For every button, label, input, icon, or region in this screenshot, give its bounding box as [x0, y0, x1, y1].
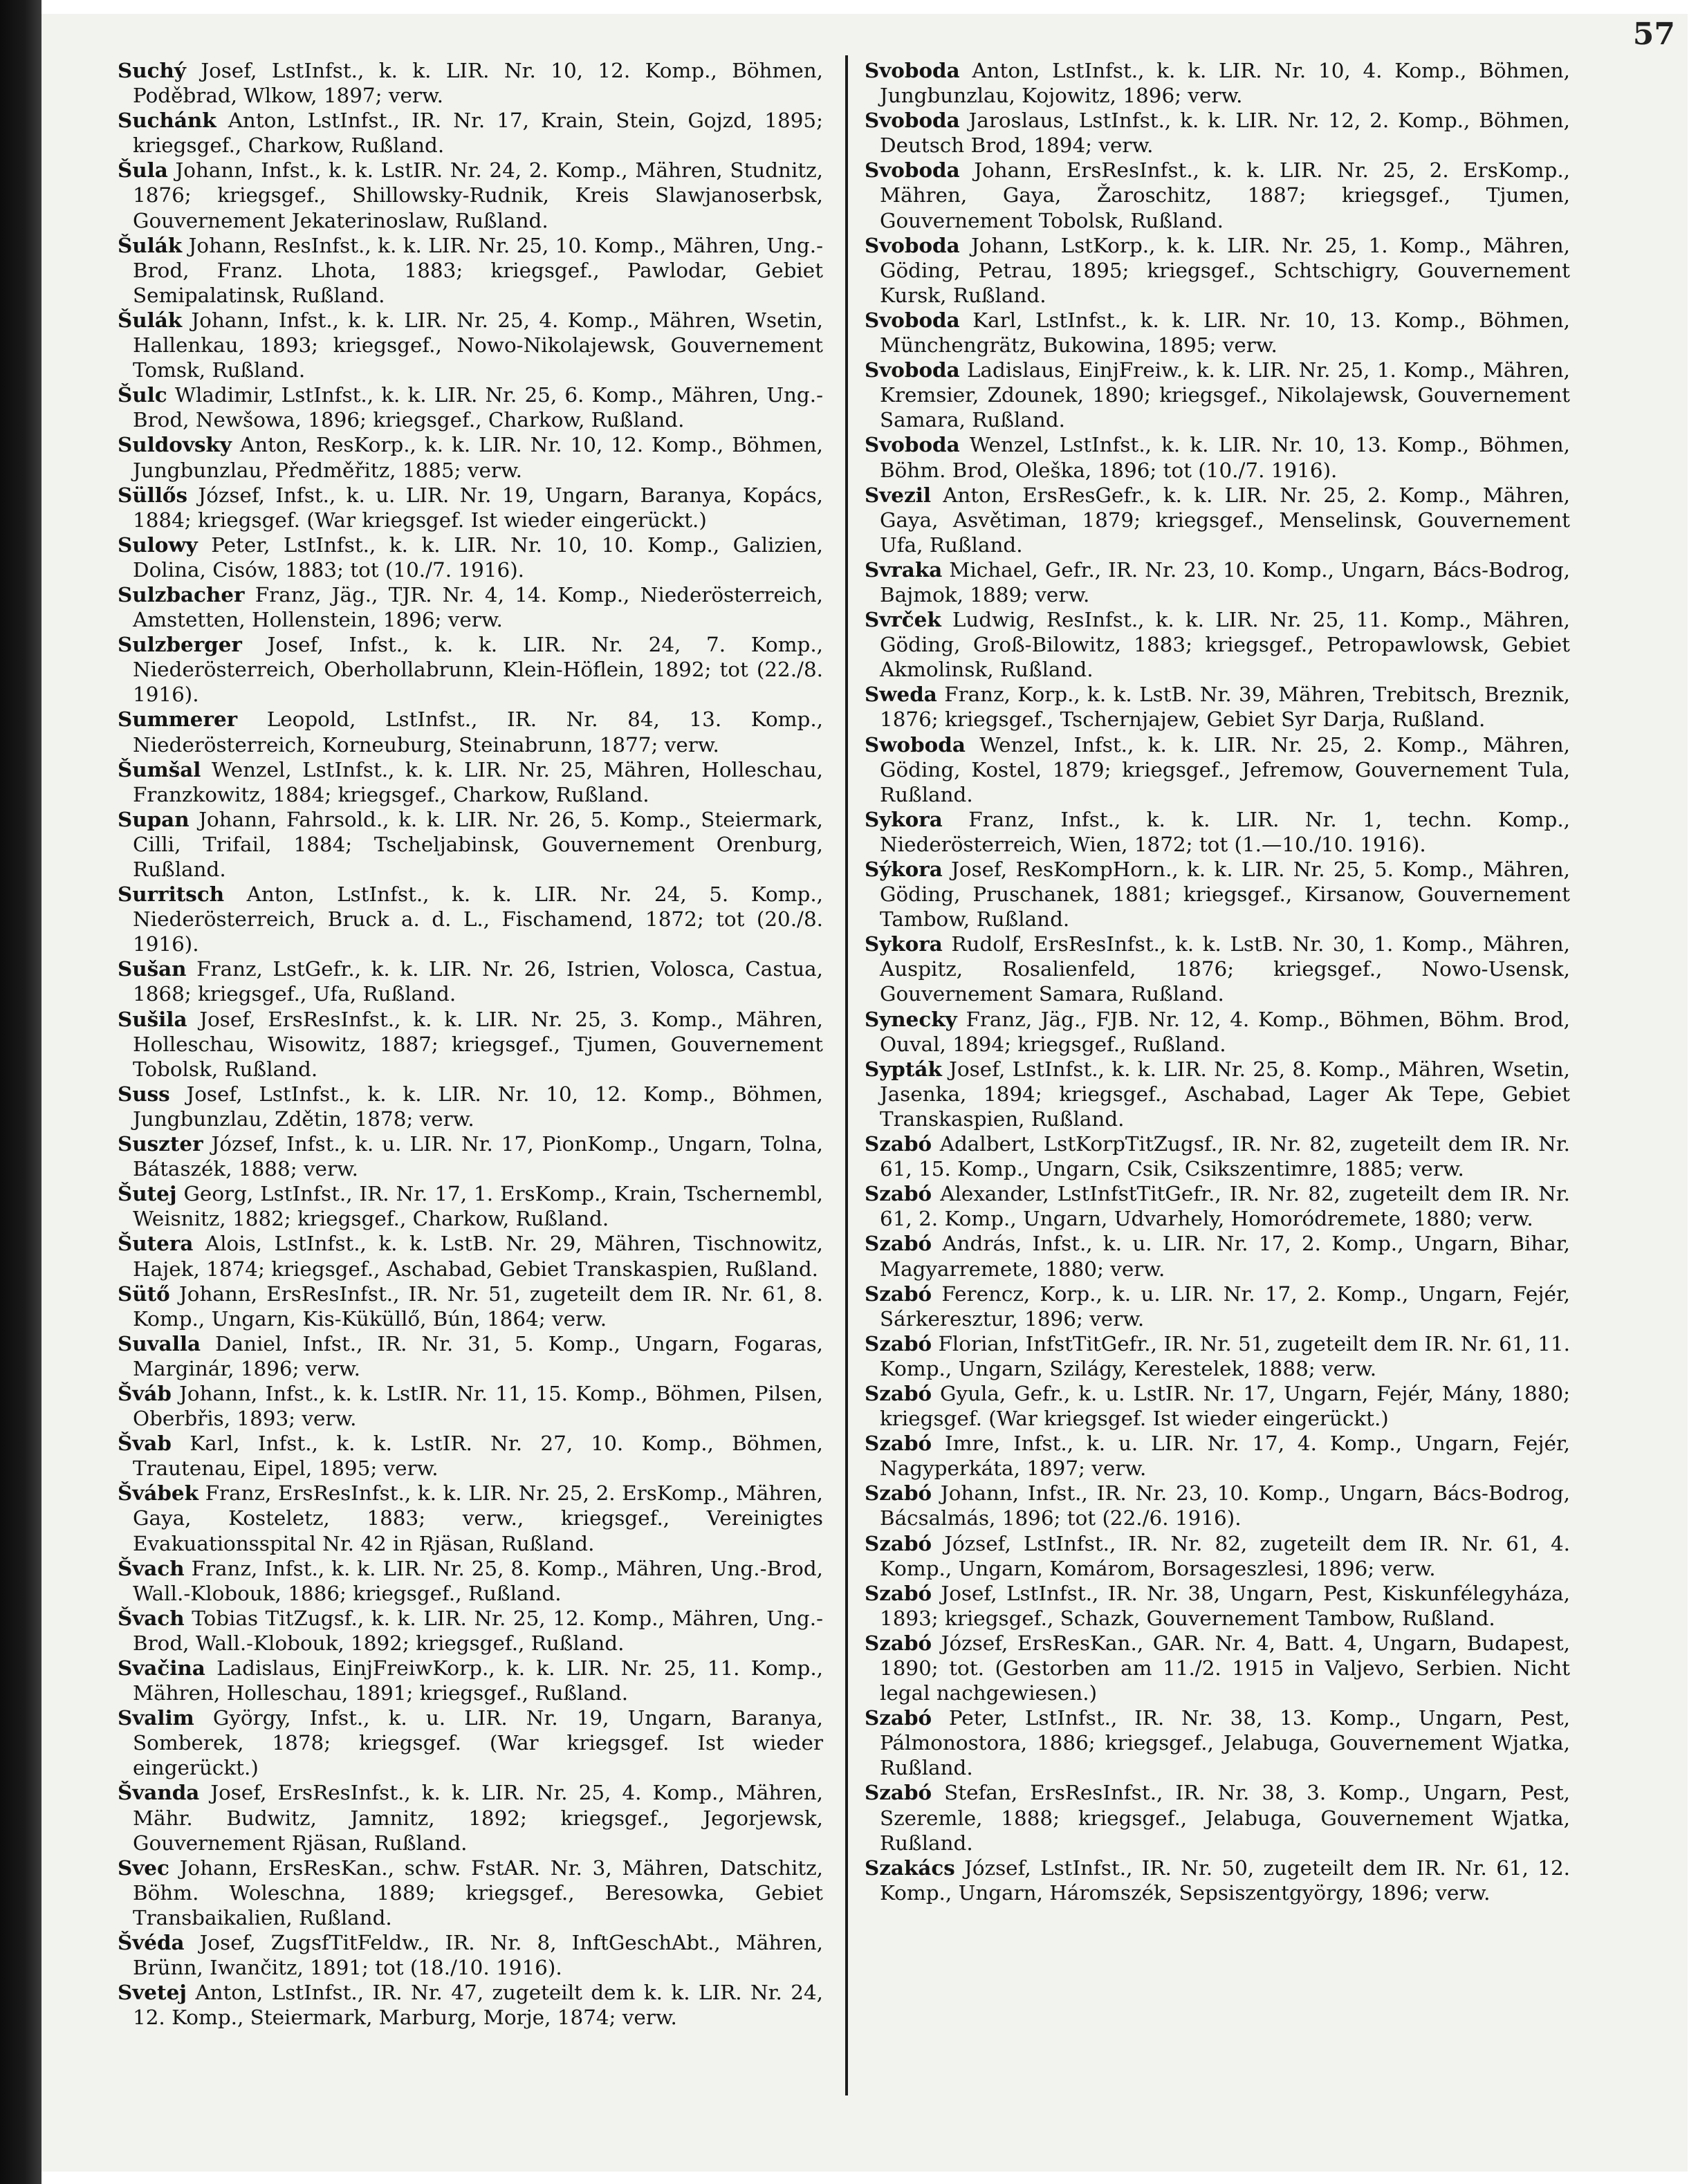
entry-surname: Švach: [118, 1605, 185, 1630]
casualty-entry: [865, 1007, 1570, 1057]
entry-details: Alois, LstInfst., k. k. LstB. Nr. 29, Mähren, Tischnowitz, Hajek, 1874; kriegsgef., Aschabad, Gebiet Transkaspien, Rußland.: [133, 1232, 823, 1281]
entry-details: József, LstInfst., IR. Nr. 50, zugeteilt dem IR. Nr. 61, 12. Komp., Ungarn, Háromszék, Sepsiszentgyörgy, 1896; verw.: [880, 1856, 1570, 1905]
entry-details: Josef, ZugsfTitFeldw., IR. Nr. 8, InftGeschAbt., Mähren, Brünn, Iwančitz, 1891; tot (18./10. 1916).: [133, 1931, 823, 1980]
entry-details: Johann, Fahrsold., k. k. LIR. Nr. 26, 5. Komp., Steiermark, Cilli, Trifail, 1884; Tscheljabinsk, Gouvernement Orenburg, Rußland.: [133, 807, 824, 881]
entry-surname: Sušila: [118, 1006, 187, 1031]
entry-details: Florian, InfstTitGefr., IR. Nr. 51, zugeteilt dem IR. Nr. 61, 11. Komp., Ungarn, Szilágy, Kerestelek, 1888; verw.: [880, 1331, 1570, 1380]
entry-details: Gyula, Gefr., k. u. LstIR. Nr. 17, Ungarn, Fejér, Mány, 1880; kriegsgef. (War kriegsgef. Ist wieder eingerückt.): [880, 1381, 1571, 1431]
entry-surname: Švábek: [118, 1481, 199, 1506]
casualty-entry: [118, 582, 823, 632]
entry-surname: Suss: [118, 1081, 170, 1106]
casualty-entry: [865, 1856, 1570, 1905]
casualty-entry: [865, 483, 1570, 557]
entry-details: Wenzel, Infst., k. k. LIR. Nr. 25, 2. Komp., Mähren, Göding, Kostel, 1879; kriegsgef., Jefremow, Gouvernement Tula, Rußland.: [880, 732, 1571, 806]
entry-details: Daniel, Infst., IR. Nr. 31, 5. Komp., Ungarn, Fogaras, Marginár, 1896; verw.: [133, 1331, 823, 1380]
casualty-entry: [118, 1780, 823, 1855]
casualty-entry: [118, 1181, 823, 1231]
entry-details: Franz, Korp., k. k. LstB. Nr. 39, Mähren, Trebitsch, Breznik, 1876; kriegsgef., Tschernjajew, Gebiet Syr Darja, Rußland.: [880, 683, 1571, 732]
casualty-entry: [865, 1181, 1570, 1231]
entry-details: Josef, LstInfst., IR. Nr. 38, Ungarn, Pest, Kiskunfélegyháza, 1893; kriegsgef., Schazk, Gouvernement Tambow, Rußland.: [880, 1581, 1570, 1630]
entry-details: Karl, LstInfst., k. k. LIR. Nr. 10, 13. Komp., Böhmen, Münchengrätz, Bukowina, 1895; verw.: [880, 308, 1571, 358]
right-column: [865, 58, 1570, 1905]
casualty-entry: [865, 1331, 1570, 1381]
entry-details: Josef, LstInfst., k. k. LIR. Nr. 10, 12. Komp., Böhmen, Poděbrad, Wlkow, 1897; verw.: [133, 59, 823, 108]
entry-surname: Švach: [118, 1555, 185, 1580]
entry-details: Stefan, ErsResInfst., IR. Nr. 38, 3. Komp., Ungarn, Pest, Szeremle, 1888; kriegsgef., Jelabuga, Gouvernement Wjatka, Rußland.: [880, 1781, 1570, 1855]
entry-details: Wenzel, LstInfst., k. k. LIR. Nr. 10, 13. Komp., Böhmen, Böhm. Brod, Oleška, 1896; tot (10./7. 1916).: [880, 433, 1570, 482]
entry-details: Johann, ErsResInfst., k. k. LIR. Nr. 25, 2. ErsKomp., Mähren, Gaya, Žaroschitz, 1887; kriegsgef., Tjumen, Gouvernement Tobolsk, Rußland.: [880, 158, 1571, 232]
entry-surname: Šváb: [118, 1380, 172, 1405]
casualty-entry: [118, 632, 823, 707]
entry-details: Ludwig, ResInfst., k. k. LIR. Nr. 25, 11. Komp., Mähren, Göding, Groß-Bilowitz, 1883; kriegsgef., Petropawlowsk, Gebiet Akmolinsk, Rußland.: [880, 608, 1570, 682]
casualty-entry: [865, 108, 1570, 158]
entry-details: Anton, LstInfst., IR. Nr. 47, zugeteilt dem k. k. LIR. Nr. 24, 12. Komp., Steiermark, Marburg, Morje, 1874; verw.: [133, 1981, 823, 2030]
casualty-entry: [865, 158, 1570, 232]
casualty-entry: [118, 382, 823, 432]
entry-surname: Šulák: [118, 232, 183, 257]
casualty-entry: [865, 682, 1570, 732]
entry-details: Wladimir, LstInfst., k. k. LIR. Nr. 25, 6. Komp., Mähren, Ung.-Brod, Newšowa, 1896; kriegsgef., Charkow, Rußland.: [133, 383, 823, 432]
casualty-entry: [865, 432, 1570, 482]
casualty-entry: [118, 233, 823, 308]
casualty-entry: [865, 233, 1570, 308]
entry-surname: Sulzbacher: [118, 582, 245, 607]
casualty-entry: [118, 1980, 823, 2030]
entry-surname: Svačina: [118, 1656, 205, 1680]
casualty-entry: [865, 58, 1570, 108]
casualty-entry: [865, 1780, 1570, 1855]
entry-surname: Svetej: [118, 1980, 187, 2005]
entry-surname: Svalim: [118, 1705, 194, 1730]
entry-surname: Summerer: [118, 707, 238, 732]
entry-details: Johann, LstKorp., k. k. LIR. Nr. 25, 1. Komp., Mähren, Göding, Petrau, 1895; kriegsgef., Schtschigry, Gouvernement Kursk, Rußland.: [880, 233, 1570, 307]
entry-surname: Synecky: [865, 1006, 957, 1031]
entry-surname: Szabó: [865, 1630, 932, 1655]
entry-surname: Svoboda: [865, 358, 960, 382]
casualty-entry: [118, 158, 823, 232]
entry-surname: Surritsch: [118, 882, 225, 907]
entry-surname: Šula: [118, 158, 168, 183]
entry-surname: Sulowy: [118, 532, 198, 557]
entry-surname: Swoboda: [865, 732, 966, 757]
casualty-entry: [865, 1231, 1570, 1281]
entry-surname: Svoboda: [865, 432, 960, 457]
entry-details: Alexander, LstInfstTitGefr., IR. Nr. 82, zugeteilt dem IR. Nr. 61, 2. Komp., Ungarn, Udvarhely, Homoródremete, 1880; verw.: [880, 1182, 1570, 1231]
casualty-entry: [865, 1531, 1570, 1581]
entry-details: József, ErsResKan., GAR. Nr. 4, Batt. 4, Ungarn, Budapest, 1890; tot. (Gestorben am 11./2. 1915 in Valjevo, Serbien. Nicht legal nachgewiesen.): [880, 1631, 1570, 1705]
casualty-entry: [865, 1281, 1570, 1331]
entry-details: Ladislaus, EinjFreiw., k. k. LIR. Nr. 25, 1. Komp., Mähren, Kremsier, Zdounek, 1890; kriegsgef., Nikolajewsk, Gouvernement Samara, Rußland.: [880, 358, 1571, 432]
entry-surname: Suldovsky: [118, 432, 232, 457]
casualty-entry: [865, 1481, 1570, 1530]
entry-surname: Sweda: [865, 682, 937, 707]
entry-surname: Šutej: [118, 1181, 177, 1206]
entry-details: Tobias TitZugsf., k. k. LIR. Nr. 25, 12. Komp., Mähren, Ung.-Brod, Wall.-Klobouk, 1892; kriegsgef., Rußland.: [133, 1606, 824, 1655]
casualty-entry: [118, 956, 823, 1006]
entry-surname: Sušan: [118, 956, 187, 981]
entry-details: Anton, ResKorp., k. k. LIR. Nr. 10, 12. Komp., Böhmen, Jungbunzlau, Předměřitz, 1885; verw.: [133, 433, 823, 482]
entry-details: Johann, Infst., k. k. LstIR. Nr. 24, 2. Komp., Mähren, Studnitz, 1876; kriegsgef., Shillowsky-Rudnik, Kreis Slawjanoserbsk, Gouvernement Jekaterinoslaw, Rußland.: [133, 158, 824, 232]
entry-details: Johann, ResInfst., k. k. LIR. Nr. 25, 10. Komp., Mähren, Ung.-Brod, Franz. Lhota, 1883; kriegsgef., Pawlodar, Gebiet Semipalatinsk, Rußland.: [133, 233, 823, 307]
entry-details: Franz, Infst., k. k. LIR. Nr. 1, techn. Komp., Niederösterreich, Wien, 1872; tot (1.—10./10. 1916).: [880, 807, 1571, 856]
casualty-entry: [118, 707, 823, 757]
entry-details: Ladislaus, EinjFreiwKorp., k. k. LIR. Nr. 25, 11. Komp., Mähren, Holleschau, 1891; kriegsgef., Rußland.: [133, 1656, 823, 1705]
page-number: 57: [1632, 17, 1675, 52]
casualty-entry: [865, 1057, 1570, 1131]
entry-surname: Szabó: [865, 1181, 932, 1206]
entry-surname: Šulák: [118, 307, 183, 332]
entry-surname: Szabó: [865, 1380, 932, 1405]
entry-surname: Supan: [118, 806, 190, 831]
casualty-entry: [118, 1556, 823, 1606]
entry-details: Franz, Jäg., FJB. Nr. 12, 4. Komp., Böhmen, Böhm. Brod, Ouval, 1894; kriegsgef., Rußland.: [880, 1007, 1571, 1056]
casualty-entry: [118, 1331, 823, 1381]
entry-surname: Švanda: [118, 1780, 200, 1805]
entry-details: József, LstInfst., IR. Nr. 82, zugeteilt dem IR. Nr. 61, 4. Komp., Ungarn, Komárom, Borsageszlesi, 1896; verw.: [880, 1531, 1571, 1580]
entry-surname: Suszter: [118, 1131, 203, 1156]
entry-surname: Svoboda: [865, 232, 960, 257]
entry-details: Anton, LstInfst., k. k. LIR. Nr. 10, 4. Komp., Böhmen, Jungbunzlau, Kojowitz, 1896; verw.: [880, 59, 1571, 108]
entry-surname: Suchý: [118, 58, 186, 82]
entry-surname: Szabó: [865, 1231, 932, 1256]
entry-details: Karl, Infst., k. k. LstIR. Nr. 27, 10. Komp., Böhmen, Trautenau, Eipel, 1895; verw.: [133, 1432, 823, 1481]
entry-surname: Svoboda: [865, 307, 960, 332]
entry-details: Imre, Infst., k. u. LIR. Nr. 17, 4. Komp., Ungarn, Fejér, Nagyperkáta, 1897; verw.: [880, 1432, 1570, 1481]
entry-details: Franz, ErsResInfst., k. k. LIR. Nr. 25, 2. ErsKomp., Mähren, Gaya, Kosteletz, 1883; verw., kriegsgef., Vereinigtes Evakuationsspital Nr. 42 in Rjäsan, Rußland.: [133, 1481, 823, 1555]
entry-details: Leopold, LstInfst., IR. Nr. 84, 13. Komp., Niederösterreich, Korneuburg, Steinabrunn, 1877; verw.: [133, 707, 824, 757]
entry-surname: Szabó: [865, 1481, 932, 1506]
casualty-entry: [118, 1606, 823, 1656]
casualty-entry: [118, 1930, 823, 1980]
casualty-entry: [118, 308, 823, 382]
entry-surname: Szakács: [865, 1855, 955, 1880]
casualty-entry: [118, 1481, 823, 1555]
casualty-entry: [118, 757, 823, 807]
entry-surname: Szabó: [865, 1431, 932, 1456]
entry-surname: Szabó: [865, 1580, 932, 1605]
casualty-entry: [865, 1431, 1570, 1481]
entry-surname: Šulc: [118, 382, 167, 407]
entry-details: Johann, ErsResKan., schw. FstAR. Nr. 3, Mähren, Datschitz, Böhm. Woleschna, 1889; kriegsgef., Beresowka, Gebiet Transbaikalien, Rußland.: [133, 1856, 823, 1929]
entry-details: Anton, LstInfst., k. k. LIR. Nr. 24, 5. Komp., Niederösterreich, Bruck a. d. L., Fischamend, 1872; tot (20./8. 1916).: [133, 882, 823, 956]
casualty-entry: [118, 1431, 823, 1481]
casualty-entry: [118, 1131, 823, 1181]
entry-surname: Szabó: [865, 1331, 932, 1355]
column-divider: [845, 55, 848, 2095]
casualty-entry: [865, 607, 1570, 682]
entry-surname: Szabó: [865, 1705, 932, 1730]
entry-surname: Suchánk: [118, 108, 216, 133]
entry-details: Adalbert, LstKorpTitZugsf., IR. Nr. 82, zugeteilt dem IR. Nr. 61, 15. Komp., Ungarn, Csik, Csikszentimre, 1885; verw.: [880, 1132, 1570, 1181]
casualty-entry: [865, 1705, 1570, 1780]
casualty-entry: [118, 108, 823, 158]
casualty-entry: [865, 932, 1570, 1006]
casualty-entry: [118, 533, 823, 582]
entry-details: Josef, ResKompHorn., k. k. LIR. Nr. 25, 5. Komp., Mähren, Göding, Pruschanek, 1881; kriegsgef., Kirsanow, Gouvernement Tambow, Rußland.: [880, 858, 1571, 932]
entry-details: Franz, LstGefr., k. k. LIR. Nr. 26, Istrien, Volosca, Castua, 1868; kriegsgef., Ufa, Rußland.: [133, 957, 824, 1006]
entry-surname: Sütő: [118, 1281, 170, 1306]
entry-details: Ferencz, Korp., k. u. LIR. Nr. 17, 2. Komp., Ungarn, Fejér, Sárkeresztur, 1896; verw.: [880, 1281, 1570, 1331]
entry-details: Anton, LstInfst., IR. Nr. 17, Krain, Stein, Gojzd, 1895; kriegsgef., Charkow, Rußland.: [133, 109, 823, 158]
casualty-entry: [118, 483, 823, 533]
entry-details: Michael, Gefr., IR. Nr. 23, 10. Komp., Ungarn, Bács-Bodrog, Bajmok, 1889; verw.: [880, 557, 1571, 607]
entry-details: Josef, Infst., k. k. LIR. Nr. 24, 7. Komp., Niederösterreich, Oberhollabrunn, Klein-Höflein, 1892; tot (22./8. 1916).: [133, 633, 823, 707]
casualty-entry: [118, 1281, 823, 1331]
entry-details: József, Infst., k. u. LIR. Nr. 17, PionKomp., Ungarn, Tolna, Bátaszék, 1888; verw.: [133, 1132, 823, 1181]
entry-details: Josef, ErsResInfst., k. k. LIR. Nr. 25, 3. Komp., Mähren, Holleschau, Wisowitz, 1887; kriegsgef., Tjumen, Gouvernement Tobolsk, Rußland.: [133, 1007, 823, 1081]
casualty-entry: [118, 1656, 823, 1705]
entry-surname: Szabó: [865, 1530, 932, 1555]
casualty-entry: [118, 1381, 823, 1431]
casualty-entry: [118, 1007, 823, 1082]
book-binding-edge: [0, 0, 41, 2184]
casualty-entry: [865, 857, 1570, 932]
entry-details: Jaroslaus, LstInfst., k. k. LIR. Nr. 12, 2. Komp., Böhmen, Deutsch Brod, 1894; verw.: [880, 109, 1570, 158]
entry-details: Wenzel, LstInfst., k. k. LIR. Nr. 25, Mähren, Holleschau, Franzkowitz, 1884; kriegsgef., Charkow, Rußland.: [133, 757, 824, 806]
entry-surname: Svoboda: [865, 58, 960, 82]
entry-surname: Svoboda: [865, 158, 960, 183]
entry-surname: Suvalla: [118, 1331, 201, 1355]
casualty-entry: [865, 557, 1570, 607]
casualty-entry: [865, 1581, 1570, 1631]
entry-surname: Sýkora: [865, 857, 943, 881]
entry-surname: Svezil: [865, 482, 932, 507]
entry-details: Peter, LstInfst., k. k. LIR. Nr. 10, 10. Komp., Galizien, Dolina, Cisów, 1883; tot (10./7. 1916).: [133, 533, 824, 582]
entry-details: András, Infst., k. u. LIR. Nr. 17, 2. Komp., Ungarn, Bihar, Magyarremete, 1880; verw.: [880, 1232, 1571, 1281]
entry-surname: Švab: [118, 1431, 172, 1456]
casualty-entry: [118, 1082, 823, 1131]
entry-surname: Svraka: [865, 557, 943, 582]
casualty-entry: [865, 1131, 1570, 1181]
entry-surname: Svoboda: [865, 108, 960, 133]
entry-details: Rudolf, ErsResInfst., k. k. LstB. Nr. 30, 1. Komp., Mähren, Auspitz, Rosalienfeld, 1876; kriegsgef., Nowo-Usensk, Gouvernement Samara, Rußland.: [880, 932, 1570, 1006]
left-column: [118, 58, 823, 2030]
entry-surname: Šumšal: [118, 757, 201, 781]
entry-surname: Sykora: [865, 806, 943, 831]
entry-details: Georg, LstInfst., IR. Nr. 17, 1. ErsKomp., Krain, Tschernembl, Weisnitz, 1882; kriegsgef., Charkow, Rußland.: [133, 1182, 823, 1231]
casualty-entry: [865, 1631, 1570, 1705]
entry-surname: Sypták: [865, 1056, 942, 1081]
entry-surname: Süllős: [118, 482, 188, 507]
casualty-entry: [118, 1231, 823, 1281]
entry-surname: Sulzberger: [118, 632, 242, 657]
entry-surname: Svec: [118, 1855, 169, 1880]
casualty-entry: [865, 358, 1570, 432]
entry-details: György, Infst., k. u. LIR. Nr. 19, Ungarn, Baranya, Somberek, 1878; kriegsgef. (War kriegsgef. Ist wieder eingerückt.): [133, 1706, 824, 1780]
entry-details: József, Infst., k. u. LIR. Nr. 19, Ungarn, Baranya, Kopács, 1884; kriegsgef. (War kriegsgef. Ist wieder eingerückt.): [133, 483, 824, 532]
entry-surname: Švéda: [118, 1930, 185, 1955]
entry-details: Josef, LstInfst., k. k. LIR. Nr. 25, 8. Komp., Mähren, Wsetin, Jasenka, 1894; kriegsgef., Aschabad, Lager Ak Tepe, Gebiet Transkaspien, Rußland.: [880, 1057, 1570, 1131]
casualty-entry: [865, 732, 1570, 807]
casualty-entry: [865, 308, 1570, 358]
entry-details: Josef, ErsResInfst., k. k. LIR. Nr. 25, 4. Komp., Mähren, Mähr. Budwitz, Jamnitz, 1892; kriegsgef., Jegorjewsk, Gouvernement Rjäsan, Rußland.: [133, 1781, 824, 1855]
entry-details: Peter, LstInfst., IR. Nr. 38, 13. Komp., Ungarn, Pest, Pálmonostora, 1886; kriegsgef., Jelabuga, Gouvernement Wjatka, Rußland.: [880, 1706, 1570, 1780]
casualty-entry: [865, 807, 1570, 857]
entry-details: Johann, Infst., IR. Nr. 23, 10. Komp., Ungarn, Bács-Bodrog, Bácsalmás, 1896; tot (22./6. 1916).: [880, 1481, 1570, 1530]
entry-surname: Szabó: [865, 1780, 932, 1805]
entry-surname: Svrček: [865, 607, 941, 632]
casualty-entry: [118, 1856, 823, 1930]
entry-details: Anton, ErsResGefr., k. k. LIR. Nr. 25, 2. Komp., Mähren, Gaya, Asvětiman, 1879; kriegsgef., Menselinsk, Gouvernement Ufa, Rußland.: [880, 483, 1570, 557]
casualty-entry: [118, 58, 823, 108]
entry-details: Johann, Infst., k. k. LIR. Nr. 25, 4. Komp., Mähren, Wsetin, Hallenkau, 1893; kriegsgef., Nowo-Nikolajewsk, Gouvernement Tomsk, Rußland.: [133, 308, 823, 382]
casualty-entry: [118, 882, 823, 956]
casualty-entry: [118, 432, 823, 482]
casualty-entry: [118, 1705, 823, 1780]
casualty-entry: [865, 1381, 1570, 1431]
entry-surname: Šutera: [118, 1231, 194, 1256]
entry-details: Johann, ErsResInfst., IR. Nr. 51, zugeteilt dem IR. Nr. 61, 8. Komp., Ungarn, Kis-Küküllő, Bún, 1864; verw.: [133, 1281, 824, 1331]
entry-details: Franz, Jäg., TJR. Nr. 4, 14. Komp., Niederösterreich, Amstetten, Hollenstein, 1896; verw.: [133, 582, 823, 632]
entry-details: Franz, Infst., k. k. LIR. Nr. 25, 8. Komp., Mähren, Ung.-Brod, Wall.-Klobouk, 1886; kriegsgef., Rußland.: [133, 1556, 824, 1605]
entry-surname: Szabó: [865, 1131, 932, 1156]
entry-details: Johann, Infst., k. k. LstIR. Nr. 11, 15. Komp., Böhmen, Pilsen, Oberbřis, 1893; verw.: [133, 1381, 824, 1431]
entry-surname: Sykora: [865, 932, 943, 956]
entry-surname: Szabó: [865, 1281, 932, 1306]
casualty-entry: [118, 807, 823, 882]
entry-details: Josef, LstInfst., k. k. LIR. Nr. 10, 12. Komp., Böhmen, Jungbunzlau, Zdětin, 1878; verw.: [133, 1082, 823, 1131]
